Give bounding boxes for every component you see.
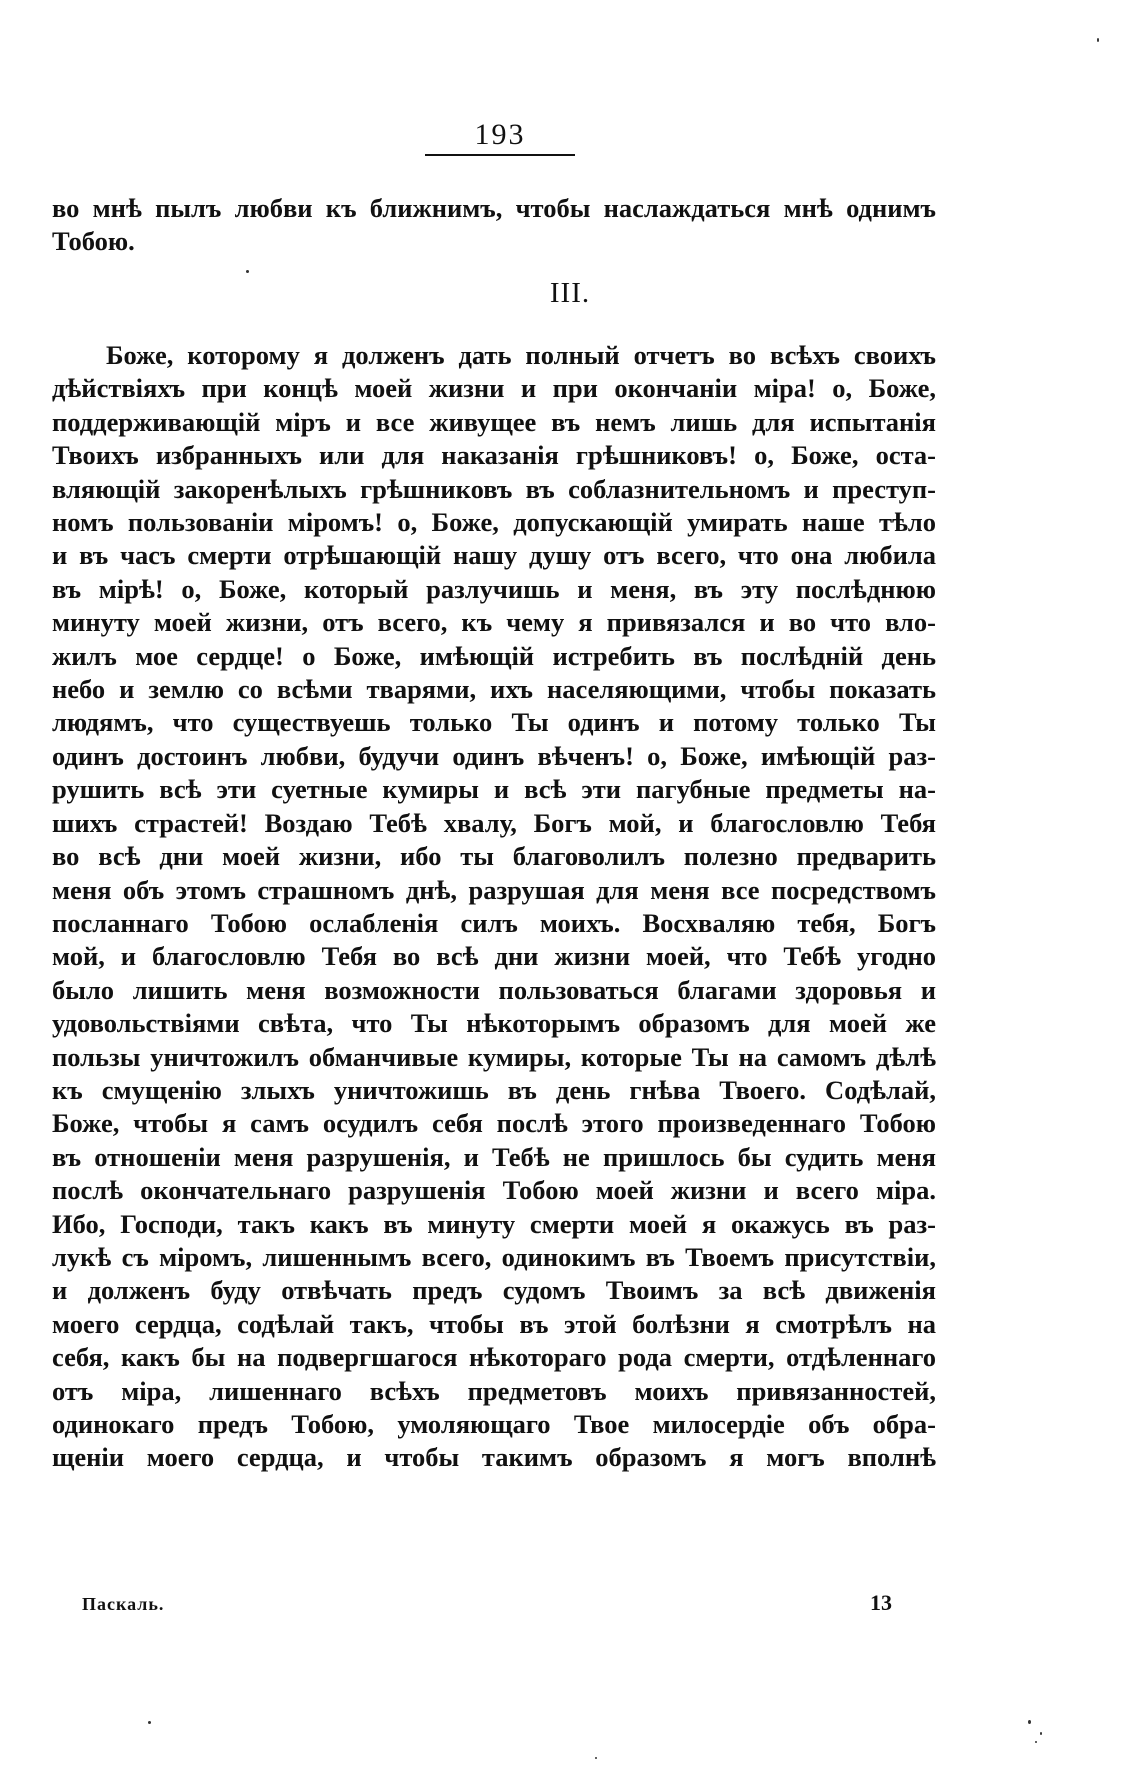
text-line: Боже, чтобы я самъ осудилъ себя послѣ этого произведеннаго Тобою [52,1108,936,1139]
text-line: людямъ, что существуешь только Ты одинъ и потому только Ты [52,707,936,738]
text-line: послѣ окончательнаго разрушенія Тобою моей жизни и всего міра. [52,1175,936,1206]
text-line: Боже, которому я долженъ дать полный отчетъ во всѣхъ своихъ [106,340,936,370]
text-line: шихъ страстей! Воздаю Тебѣ хвалу, Богъ мой, и благословлю Тебя [52,807,936,838]
section-heading: III. [549,277,591,309]
text-line: щеніи моего сердца, и чтобы такимъ образомъ я могъ вполнѣ [52,1442,936,1473]
text-line: себя, какъ бы на подвергшагося нѣкотораго рода смерти, отдѣленнаго [52,1342,936,1373]
text-line: было лишить меня возможности пользоваться благами здоровья и [52,974,936,1005]
text-line: мой, и благословлю Тебя во всѣ дни жизни моей, что Тебѣ угодно [52,941,936,972]
intro-paragraph [52,192,936,259]
text-line: и въ часъ смерти отрѣшающій нашу душу отъ всего, что она любила [52,540,936,571]
footer-signature: Паскаль. [82,1594,165,1614]
body-paragraph [52,339,936,1475]
text-line: вляющій закоренѣлыхъ грѣшниковъ въ соблазнительномъ и преступ- [52,473,936,504]
print-speck [1035,1741,1037,1743]
text-line: жилъ мое сердце! о Боже, имѣющій истребить въ послѣдній день [52,640,936,671]
text-line: отъ міра, лишеннаго всѣхъ предметовъ моихъ привязанностей, [52,1375,936,1406]
page-number: 193 [425,118,575,156]
text-line: посланнаго Тобою ослабленія силъ моихъ. Восхваляю тебя, Богъ [52,907,936,938]
text-line: и долженъ буду отвѣчать предъ судомъ Твоимъ за всѣ движенія [52,1275,936,1306]
text-line: въ мірѣ! о, Боже, который разлучишь и меня, въ эту послѣднюю [52,573,936,604]
text-line: Тобою. [52,226,135,257]
text-line: поддерживающій міръ и все живущее въ немъ лишь для испытанія [52,406,936,437]
text-line: во мнѣ пылъ любви къ ближнимъ, чтобы наслаждаться мнѣ однимъ [52,193,936,223]
print-speck [1028,1720,1031,1724]
text-line: рушить всѣ эти суетные кумиры и всѣ эти пагубные предметы на- [52,774,936,805]
footer-sheet-number: 13 [870,1590,892,1615]
text-line: въ отношеніи меня разрушенія, и Тебѣ не пришлось бы судить меня [52,1141,936,1172]
text-line: удовольствіями свѣта, что Ты нѣкоторымъ образомъ для моей же [52,1008,936,1039]
text-line: дѣйствіяхъ при концѣ моей жизни и при окончаніи міра! о, Боже, [52,373,936,404]
text-line: одинокаго предъ Тобою, умоляющаго Твое милосердіе объ обра- [52,1409,936,1439]
text-line: номъ пользованіи міромъ! о, Боже, допускающій умирать наше тѣло [52,507,936,538]
text-line: Ибо, Господи, такъ какъ въ минуту смерти моей я окажусь въ раз- [52,1208,936,1239]
text-line: лукѣ съ міромъ, лишеннымъ всего, одинокимъ въ Твоемъ присутствіи, [52,1241,936,1272]
text-line: моего сердца, содѣлай такъ, чтобы въ этой болѣзни я смотрѣлъ на [52,1308,936,1339]
print-speck [1097,38,1099,42]
print-speck [246,270,249,273]
text-line: къ смущенію злыхъ уничтожишь въ день гнѣва Твоего. Содѣлай, [52,1074,936,1105]
text-line: Твоихъ избранныхъ или для наказанія грѣшниковъ! о, Боже, оста- [52,440,936,471]
text-line: одинъ достоинъ любви, будучи одинъ вѣченъ! о, Боже, имѣющій раз- [52,740,936,771]
print-speck [595,1757,597,1759]
text-line: минуту моей жизни, отъ всего, къ чему я привязался и во что вло- [52,607,936,638]
text-line: во всѣ дни моей жизни, ибо ты благоволилъ полезно предварить [52,841,936,872]
text-line: небо и землю со всѣми тварями, ихъ населяющими, чтобы показать [52,674,936,705]
print-speck [1040,1732,1042,1735]
print-speck [148,1721,151,1724]
text-line: пользы уничтожилъ обманчивые кумиры, которые Ты на самомъ дѣлѣ [52,1041,936,1072]
text-line: меня объ этомъ страшномъ днѣ, разрушая для меня все посредствомъ [52,874,936,905]
